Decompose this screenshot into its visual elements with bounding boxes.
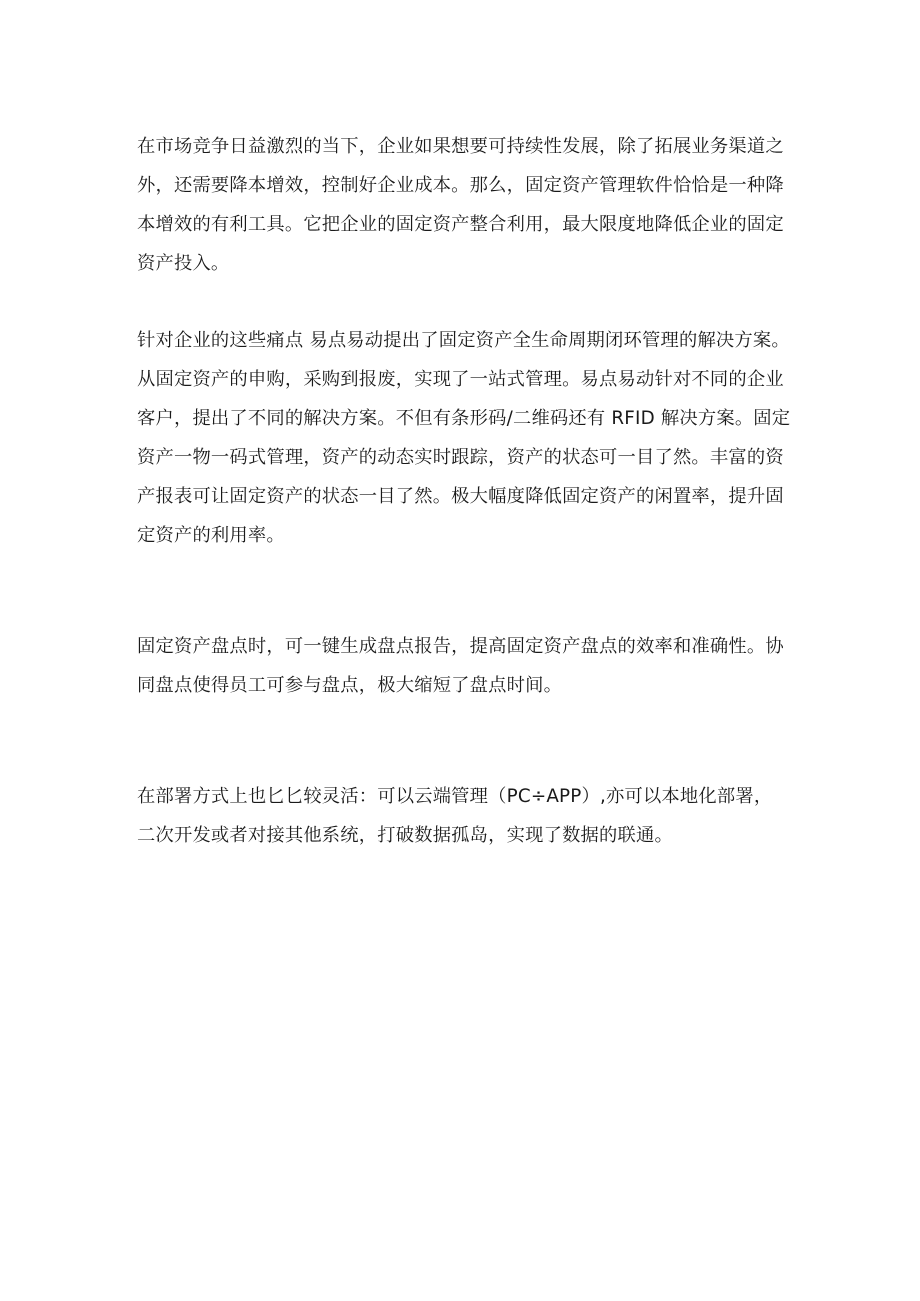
text-line: 在市场竞争日益激烈的当下，企业如果想要可持续性发展，除了拓展业务渠道之 xyxy=(137,136,784,157)
text-line: 资产一物一码式管理，资产的动态实时跟踪，资产的状态可一目了然。丰富的资 xyxy=(137,447,784,468)
text-line: 固定资产盘点时，可一键生成盘点报告，提高固定资产盘点的效率和准确性。协 xyxy=(137,636,784,657)
text-line: 二次开发或者对接其他系统，打破数据孤岛，实现了数据的联通。 xyxy=(137,825,673,846)
text-line: 同盘点使得员工可参与盘点，极大缩短了盘点时间。 xyxy=(137,675,563,696)
paragraph-solution xyxy=(137,321,791,555)
paragraph-intro xyxy=(137,127,787,283)
paragraph-inventory xyxy=(137,627,787,705)
text-line: 针对企业的这些痛点 易点易动提出了固定资产全生命周期闭环管理的解决方案。 xyxy=(137,330,790,351)
document-body xyxy=(137,127,791,855)
text-line: 在部署方式上也匕匕较灵活：可以云端管理（PC÷APP）,亦可以本地化部署， xyxy=(137,786,773,807)
text-line: 定资产的利用率。 xyxy=(137,525,285,546)
paragraph-deployment xyxy=(137,777,787,855)
text-line: 从固定资产的申购，采购到报废，实现了一站式管理。易点易动针对不同的企业 xyxy=(137,369,784,390)
text-line: 本增效的有利工具。它把企业的固定资产整合利用，最大限度地降低企业的固定 xyxy=(137,214,784,235)
text-line: 外，还需要降本增效，控制好企业成本。那么，固定资产管理软件恰恰是一种降 xyxy=(137,175,784,196)
text-line: 客户，提出了不同的解决方案。不但有条形码/二维码还有 RFID 解决方案。固定 xyxy=(137,408,791,429)
text-line: 资产投入。 xyxy=(137,253,230,274)
text-line: 产报表可让固定资产的状态一目了然。极大幅度降低固定资产的闲置率，提升固 xyxy=(137,486,784,507)
